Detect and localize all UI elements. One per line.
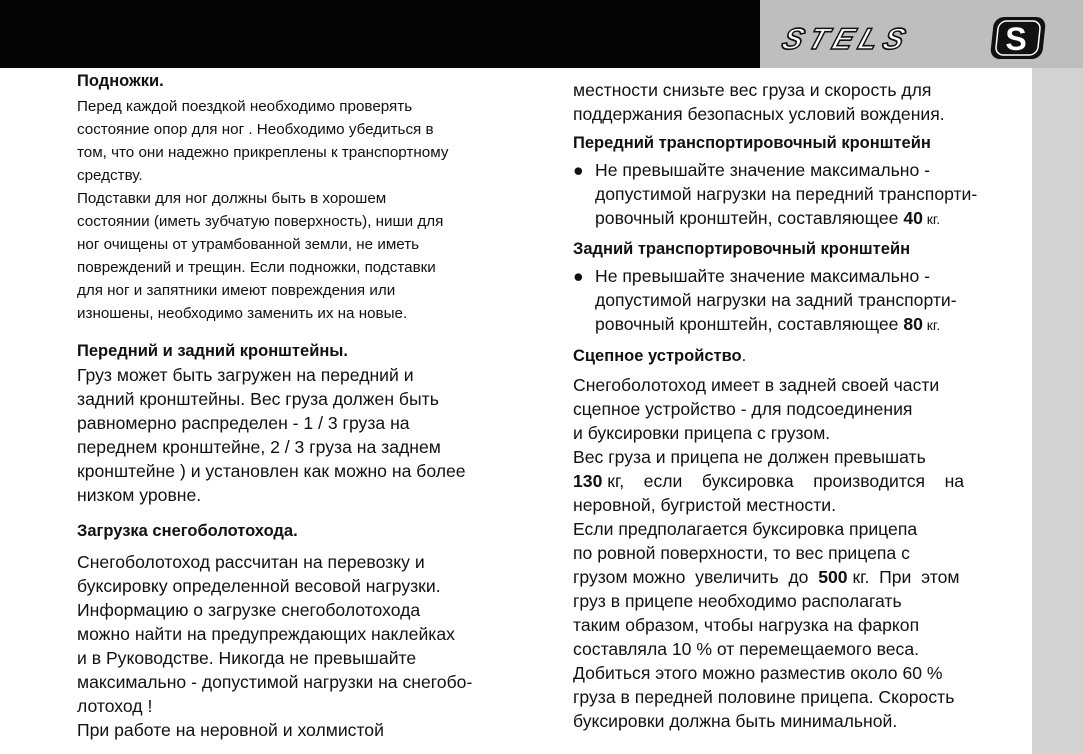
header-bar [0, 0, 760, 68]
text-line: задний кронштейны. Вес груза должен быть [77, 389, 439, 409]
section-loading-body [77, 550, 517, 742]
page-side-tab [1032, 68, 1083, 754]
section-title-footrests: Подножки. [77, 72, 164, 90]
text-line: таким образом, чтобы нагрузка на фаркоп [573, 615, 920, 635]
text-line: можно найти на предупреждающих наклейках [77, 624, 455, 644]
section-racks-body [77, 363, 517, 507]
logo-wordmark: STELS [777, 21, 916, 56]
text-line: и в Руководстве. Никогда не превышайте [77, 648, 417, 668]
text-line: 130 кг, если буксировка производится на [573, 471, 965, 491]
text-line: составляла 10 % от перемещаемого веса. [573, 639, 920, 659]
text-line: кронштейне ) и установлен как можно на более [77, 461, 466, 481]
text-line: Вес груза и прицепа не должен превышать [573, 447, 926, 467]
text-line: ног очищены от утрамбованной земли, не иметь [77, 236, 420, 253]
section-title-front-rack: Передний транспортировочный кронштейн [573, 134, 931, 152]
front-rack-limit: 40 [903, 208, 923, 228]
text-line: Информацию о загрузке снегоболотохода [77, 600, 421, 620]
text-line: для ног и запятники имеют повреждения или [77, 282, 396, 299]
text-line: груза в передней половине прицепа. Скорость [573, 687, 955, 707]
text-line: переднем кронштейне, 2 / 3 груза на заднем [77, 437, 441, 457]
text-line: местности снизьте вес груза и скорость для [573, 80, 932, 100]
stels-logo [760, 0, 1083, 68]
text-line: по ровной поверхности, то вес прицепа с [573, 543, 910, 563]
text-line: При работе на неровной и холмистой [77, 720, 384, 740]
text-line: буксировку определенной весовой нагрузки. [77, 576, 441, 596]
text-line: буксировки должна быть минимальной. [573, 711, 898, 731]
left-column [77, 68, 517, 742]
text-line: допустимой нагрузки на задний транспорти- [595, 290, 957, 310]
text-line: лотоход ! [77, 696, 153, 716]
text-line: неровной, бугристой местности. [573, 495, 837, 515]
text-line: Груз может быть загружен на передний и [77, 365, 414, 385]
text-line: и буксировки прицепа с грузом. [573, 423, 831, 443]
text-line: Не превышайте значение максимально - [595, 266, 931, 286]
text-line: поддержания безопасных условий вождения. [573, 104, 945, 124]
logo-s-badge [990, 17, 1046, 59]
text-line: Подставки для ног должны быть в хорошем [77, 190, 387, 207]
text-line: Добиться этого можно разместив около 60 % [573, 663, 943, 683]
max-weight-smooth: 500 [818, 567, 848, 587]
text-line: ровочный кронштейн, составляющее 40 кг. [595, 208, 941, 228]
section-title-hitch: Сцепное устройство. [573, 347, 747, 365]
section-footrests-body [77, 95, 517, 325]
max-weight-rough: 130 [573, 471, 603, 491]
text-line: Не превышайте значение максимально - [595, 160, 931, 180]
text-line: ровочный кронштейн, составляющее 80 кг. [595, 314, 941, 334]
bullet-icon: ● [573, 266, 584, 286]
text-line: Снегоболотоход рассчитан на перевозку и [77, 552, 425, 572]
text-line: Если предполагается буксировка прицепа [573, 519, 918, 539]
text-line: состоянии (иметь зубчатую поверхность), ниши для [77, 213, 444, 230]
text-line: состояние опор для ног . Необходимо убедиться в [77, 121, 434, 138]
logo-letter: S [1005, 21, 1027, 57]
section-hitch-body [573, 373, 1018, 733]
text-line: средству. [77, 167, 143, 184]
section-title-racks: Передний и задний кронштейны. [77, 342, 348, 360]
text-line: допустимой нагрузки на передний транспорти- [595, 184, 978, 204]
bullet-icon: ● [573, 160, 584, 180]
section-title-loading: Загрузка снегоболотохода. [77, 522, 298, 540]
text-line: изношены, необходимо заменить их на новые. [77, 305, 408, 322]
front-rack-bullet [573, 158, 1018, 231]
section-title-rear-rack: Задний транспортировочный кронштейн [573, 240, 911, 258]
text-line: максимально - допустимой нагрузки на снегобо- [77, 672, 473, 692]
brand-panel [760, 0, 1083, 68]
text-line: Снегоболотоход имеет в задней своей части [573, 375, 940, 395]
text-line: Перед каждой поездкой необходимо проверять [77, 98, 413, 115]
rear-rack-bullet [573, 264, 1018, 337]
text-line: низком уровне. [77, 485, 202, 505]
text-line: груз в прицепе необходимо располагать [573, 591, 902, 611]
text-line: том, что они надежно прикреплены к транспортному [77, 144, 449, 161]
text-line: равномерно распределен - 1 / 3 груза на [77, 413, 410, 433]
text-line: сцепное устройство - для подсоединения [573, 399, 913, 419]
right-column [573, 68, 1018, 733]
text-line: грузом можно увеличить до 500 кг. При этом [573, 567, 960, 587]
rear-rack-limit: 80 [903, 314, 923, 334]
text-line: повреждений и трещин. Если подножки, подставки [77, 259, 436, 276]
section-continuation [573, 78, 1018, 126]
